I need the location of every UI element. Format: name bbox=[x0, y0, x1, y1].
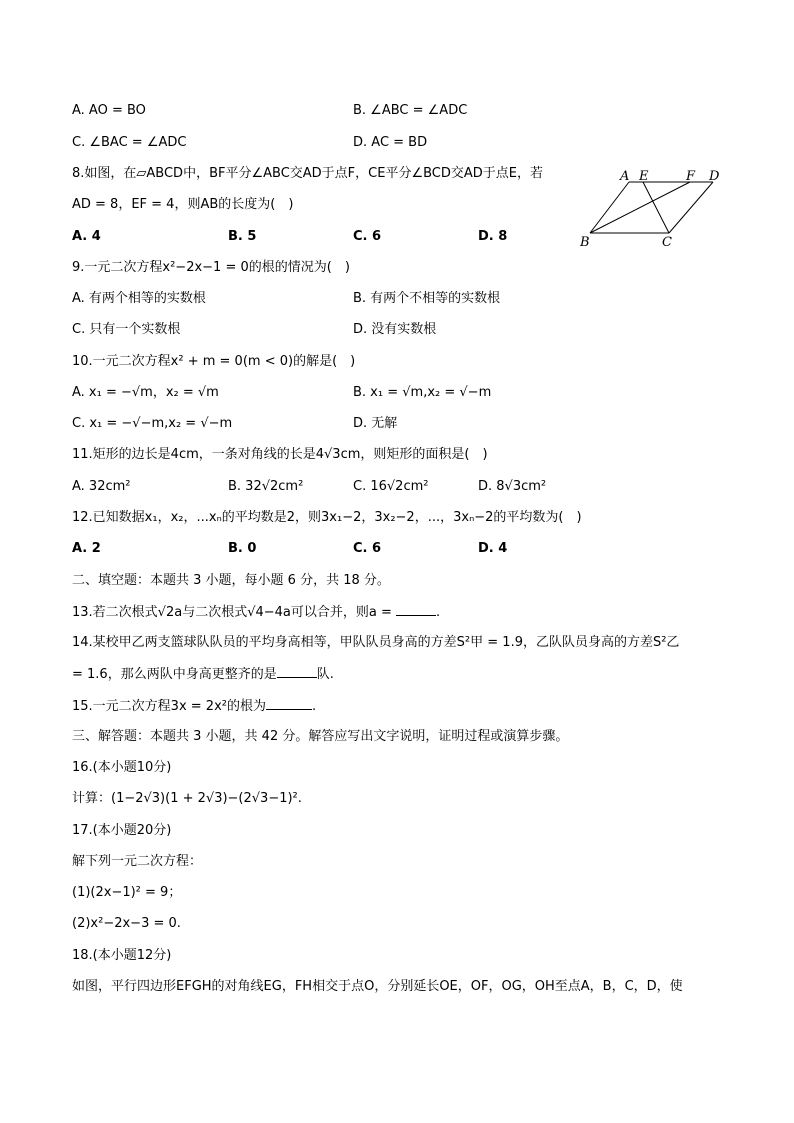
q11-option-d: D. 8√3cm² bbox=[478, 479, 547, 494]
q18-body: 如图，平行四边形EFGH的对角线EG，FH相交于点O，分别延长OE，OF，OG，OH至点A，B，C，D，使 bbox=[72, 979, 683, 994]
q7-option-c: C. ∠BAC = ∠ADC bbox=[72, 135, 187, 150]
q15-period: . bbox=[311, 699, 317, 714]
q14-text: = 1.6，那么两队中身高更整齐的是 bbox=[72, 667, 277, 682]
q13-stem bbox=[72, 603, 440, 622]
q8-stem-line2: AD = 8，EF = 4，则AB的长度为( ) bbox=[72, 197, 294, 212]
q14-suffix: 队. bbox=[316, 667, 334, 682]
q15-answer-blank[interactable] bbox=[266, 697, 312, 710]
q8-stem-line1: 8.如图，在▱ABCD中，BF平分∠ABC交AD于点F，CE平分∠BCD交AD于点E，若 bbox=[72, 166, 544, 181]
q15-stem bbox=[72, 697, 316, 716]
q8-option-d: D. 8 bbox=[478, 229, 508, 244]
side-ab bbox=[590, 182, 629, 233]
q13-period: . bbox=[436, 605, 441, 620]
label-f: F bbox=[686, 169, 696, 184]
label-b: B bbox=[580, 235, 590, 250]
segment-ce bbox=[643, 182, 669, 233]
q7-option-d: D. AC = BD bbox=[353, 135, 428, 150]
q17-heading: 17.(本小题20分) bbox=[72, 823, 172, 838]
q12-option-c: C. 6 bbox=[353, 541, 382, 556]
q13-text: 13.若二次根式√2a与二次根式√4−4a可以合并，则a = bbox=[72, 605, 397, 620]
q11-option-c: C. 16√2cm² bbox=[353, 479, 429, 494]
q16-body: 计算：(1−2√3)(1 + 2√3)−(2√3−1)². bbox=[72, 791, 302, 806]
q10-option-c: C. x₁ = −√−m,x₂ = √−m bbox=[72, 416, 233, 431]
q10-stem: 10.一元二次方程x² + m = 0(m < 0)的解是( ) bbox=[72, 354, 356, 369]
q7-option-a: A. AO = BO bbox=[72, 103, 146, 118]
label-d: D bbox=[709, 169, 720, 184]
q18-heading: 18.(本小题12分) bbox=[72, 948, 172, 963]
q17-intro: 解下列一元二次方程： bbox=[72, 854, 203, 869]
q9-option-a: A. 有两个相等的实数根 bbox=[72, 291, 206, 306]
q10-option-a: A. x₁ = −√m，x₂ = √m bbox=[72, 385, 219, 400]
q14-answer-blank[interactable] bbox=[277, 665, 317, 678]
label-c: C bbox=[662, 235, 672, 250]
q15-text: 15.一元二次方程3x = 2x²的根为 bbox=[72, 699, 266, 714]
q8-option-b: B. 5 bbox=[228, 229, 257, 244]
q12-option-b: B. 0 bbox=[228, 541, 257, 556]
q14-stem-line1: 14.某校甲乙两支篮球队队员的平均身高相等，甲队队员身高的方差S²甲 = 1.9，乙队队员身高的方差S²乙 bbox=[72, 635, 680, 650]
q9-option-b: B. 有两个不相等的实数根 bbox=[353, 291, 501, 306]
section-3-heading: 三、解答题：本题共 3 小题，共 42 分。解答应写出文字说明，证明过程或演算步骤。 bbox=[72, 729, 569, 744]
section-2-heading: 二、填空题：本题共 3 小题，每小题 6 分，共 18 分。 bbox=[72, 573, 390, 588]
q14-stem-line2 bbox=[72, 665, 334, 684]
q12-option-a: A. 2 bbox=[72, 541, 101, 556]
q10-option-b: B. x₁ = √m,x₂ = √−m bbox=[353, 385, 492, 400]
q13-answer-blank[interactable] bbox=[396, 603, 436, 616]
q9-option-c: C. 只有一个实数根 bbox=[72, 322, 181, 337]
q11-option-b: B. 32√2cm² bbox=[228, 479, 304, 494]
q12-stem: 12.已知数据x₁，x₂，...xₙ的平均数是2，则3x₁−2，3x₂−2，...，3xₙ−2的平均数为( ) bbox=[72, 510, 582, 525]
label-a: A bbox=[620, 169, 630, 184]
q10-option-d: D. 无解 bbox=[353, 416, 398, 431]
q12-option-d: D. 4 bbox=[478, 541, 508, 556]
q7-option-b: B. ∠ABC = ∠ADC bbox=[353, 103, 468, 118]
q8-option-a: A. 4 bbox=[72, 229, 101, 244]
q16-heading: 16.(本小题10分) bbox=[72, 760, 172, 775]
q17-part-1: (1)(2x−1)² = 9； bbox=[72, 885, 182, 900]
q11-stem: 11.矩形的边长是4cm，一条对角线的长是4√3cm，则矩形的面积是( ) bbox=[72, 447, 488, 462]
q11-option-a: A. 32cm² bbox=[72, 479, 131, 494]
q9-stem: 9.一元二次方程x²−2x−1 = 0的根的情况为( ) bbox=[72, 260, 350, 275]
parallelogram-figure bbox=[576, 165, 726, 251]
q8-option-c: C. 6 bbox=[353, 229, 382, 244]
label-e: E bbox=[639, 169, 649, 184]
q9-option-d: D. 没有实数根 bbox=[353, 322, 437, 337]
q17-part-2: (2)x²−2x−3 = 0. bbox=[72, 916, 181, 931]
